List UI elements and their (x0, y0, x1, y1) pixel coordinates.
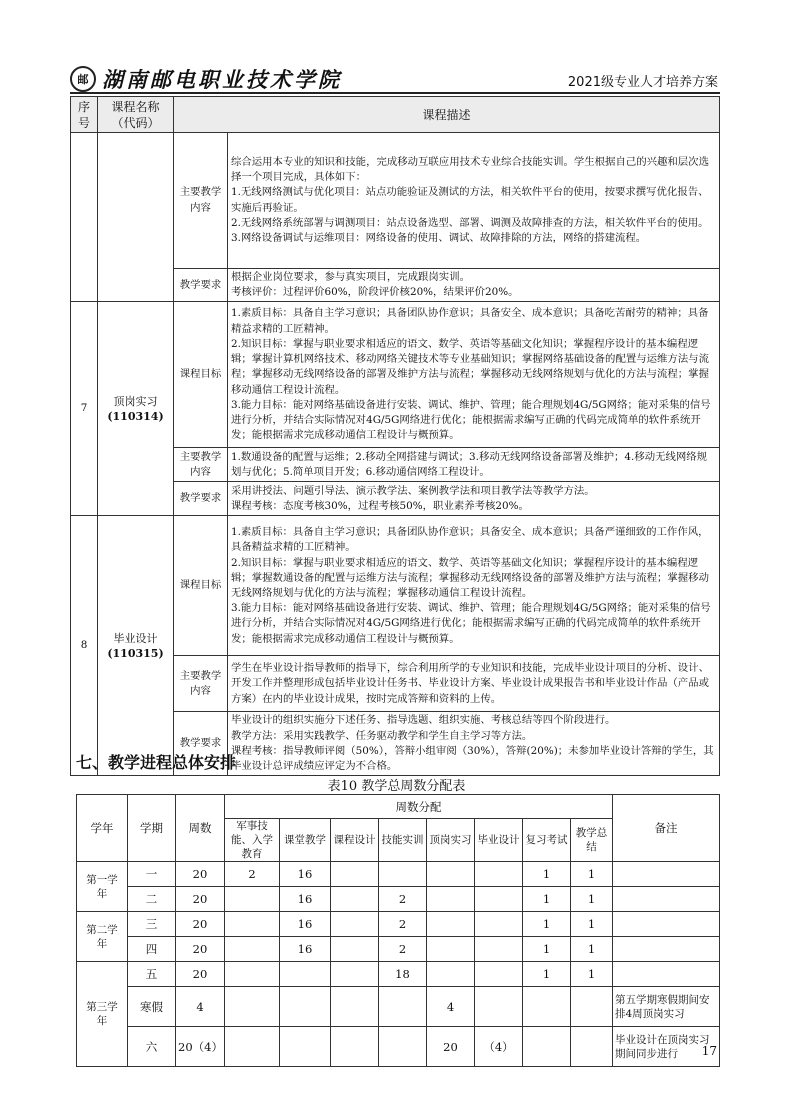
description-line: 根据企业岗位要求，参与真实项目，完成跟岗实训。 (231, 271, 470, 283)
weeks-cell: 1 (571, 962, 613, 987)
weeks-cell (280, 987, 331, 1027)
weeks-row (77, 987, 720, 1027)
term-note (613, 937, 720, 962)
section-description (228, 448, 720, 482)
weeks-header-distribution: 周数分配 (225, 795, 613, 819)
section-label: 课程目标 (174, 516, 228, 656)
weeks-cell: 1 (571, 887, 613, 912)
weeks-subheader: 顶岗实习 (427, 819, 475, 862)
course-name-cell (98, 302, 174, 516)
weeks-cell (523, 1027, 571, 1067)
weeks-cell (225, 887, 280, 912)
page-number: 17 (701, 1044, 717, 1058)
weeks-cell: 1 (523, 862, 571, 887)
course-name-cell (98, 133, 174, 302)
school-year-label: 第三学年 (77, 962, 128, 1067)
weeks-cell: 16 (280, 912, 331, 937)
weeks-cell: （4） (475, 1027, 523, 1067)
school-seal-icon: 邮 (70, 66, 96, 92)
section-description (228, 269, 720, 302)
weeks-cell (331, 937, 379, 962)
description-line: 1.数通设备的配置与运维；2.移动全网搭建与调试；3.移动无线网络设备部署及维护；4.移动无线网络规划与优化；5.简单项目开发；6.移动通信网络工程设计。 (231, 450, 708, 478)
school-year-label: 第一学年 (77, 862, 128, 912)
weeks-row (77, 962, 720, 987)
description-line: 1.素质目标：具备自主学习意识；具备团队协作意识；具备安全、成本意识；具备吃苦耐劳的精神；具备精益求精的工匠精神。 (231, 307, 709, 335)
weeks-cell (523, 987, 571, 1027)
weeks-allocation-table (76, 794, 720, 1067)
term-weeks: 20 (176, 862, 225, 887)
course-row (71, 302, 720, 448)
table-caption: 表10 教学总周数分配表 (327, 779, 466, 794)
weeks-cell (427, 862, 475, 887)
weeks-cell (331, 912, 379, 937)
course-number: 7 (71, 302, 98, 516)
term-label: 二 (128, 887, 176, 912)
course-name: 毕业设计 (113, 631, 158, 645)
weeks-cell (379, 987, 427, 1027)
weeks-cell: 2 (225, 862, 280, 887)
col-header-no: 序号 (71, 97, 98, 133)
term-note: 毕业设计在顶岗实习期间同步进行 (613, 1027, 720, 1067)
weeks-cell: 1 (523, 912, 571, 937)
weeks-cell (331, 887, 379, 912)
weeks-cell: 1 (523, 887, 571, 912)
section-description (228, 482, 720, 516)
term-label: 寒假 (128, 987, 176, 1027)
weeks-cell (475, 887, 523, 912)
course-name-cell (98, 516, 174, 776)
description-line: 2.知识目标：掌握与职业要求相适应的语文、数学、英语等基础文化知识；掌握程序设计的基本编程逻辑；掌握数通设备的配置与运维方法与流程；掌握移动无线网络设备的部署及维护方法与流程；掌握移动无线网络规划与优化的方法与流程；掌握移动通信工程设计流程。 (231, 556, 709, 599)
section-label: 教学要求 (174, 269, 228, 302)
weeks-row (77, 1027, 720, 1067)
section-label: 主要教学内容 (174, 656, 228, 712)
page-header (70, 62, 720, 94)
weeks-row (77, 887, 720, 912)
weeks-cell: 2 (379, 887, 427, 912)
weeks-subheader: 复习考试 (523, 819, 571, 862)
term-label: 六 (128, 1027, 176, 1067)
weeks-cell (331, 862, 379, 887)
section-label: 教学要求 (174, 712, 228, 776)
description-line: 课程考核：态度考核30%，过程考核50%，职业素养考核20%。 (231, 499, 529, 512)
document-title: 2021级专业人才培养方案 (567, 75, 718, 90)
weeks-cell (427, 937, 475, 962)
weeks-row (77, 912, 720, 937)
weeks-cell: 1 (571, 862, 613, 887)
term-weeks: 20 (176, 887, 225, 912)
weeks-cell: 16 (280, 887, 331, 912)
weeks-cell: 1 (523, 962, 571, 987)
weeks-cell (475, 962, 523, 987)
col-header-desc: 课程描述 (174, 97, 720, 133)
description-line: 综合运用本专业的知识和技能，完成移动互联应用技术专业综合技能实训。学生根据自己的兴趣和层次选择一个项目完成，具体如下： (231, 155, 709, 184)
term-weeks: 4 (176, 987, 225, 1027)
description-line: 2.知识目标：掌握与职业要求相适应的语文、数学、英语等基础文化知识；掌握程序设计的基本编程逻辑；掌握计算机网络技术、移动网络关键技术等专业基础知识；掌握网络基础设备的配置与运维方法与流程；掌握移动无线网络设备的部署及维护方法与流程；掌握移动无线网络规划与优化的方法与流程；掌握移动通信工程设计流程。 (231, 337, 709, 396)
course-row (71, 133, 720, 269)
description-line: 考核评价：过程评价60%，阶段评价核20%，结果评价20%。 (231, 286, 519, 299)
term-label: 一 (128, 862, 176, 887)
weeks-cell (427, 912, 475, 937)
weeks-header-term: 学期 (128, 795, 176, 862)
section-description (228, 656, 720, 712)
description-line: 3.能力目标：能对网络基础设备进行安装、调试、维护、管理；能合理规划4G/5G网络；能对采集的信号进行分析，并结合实际情况对4G/5G网络进行优化；能根据需求编写正确的代码完成简单的软件系统开发；能根据需求完成移动通信工程设计与概预算。 (231, 602, 711, 645)
description-line: 3.网络设备调试与运维项目：网络设备的使用、调试、故障排除的方法，网络的搭建流程。 (231, 231, 647, 244)
term-note (613, 962, 720, 987)
weeks-cell (379, 862, 427, 887)
weeks-cell: 2 (379, 937, 427, 962)
course-description-table (70, 96, 720, 776)
weeks-cell: 2 (379, 912, 427, 937)
weeks-cell (331, 962, 379, 987)
weeks-row (77, 862, 720, 887)
section-description (228, 712, 720, 776)
weeks-cell (225, 987, 280, 1027)
weeks-subheader: 军事技能、入学教育 (225, 819, 280, 862)
section-label: 教学要求 (174, 482, 228, 516)
col-header-name: 课程名称（代码） (98, 97, 174, 133)
weeks-cell (280, 1027, 331, 1067)
weeks-cell (225, 912, 280, 937)
section-label: 主要教学内容 (174, 133, 228, 269)
weeks-cell (225, 962, 280, 987)
course-number (71, 133, 98, 302)
course-number: 8 (71, 516, 98, 776)
weeks-cell: 16 (280, 862, 331, 887)
weeks-cell (571, 987, 613, 1027)
description-line: 采用讲授法、问题引导法、演示教学法、案例教学法和项目教学法等教学方法。 (231, 484, 595, 497)
weeks-cell: 20 (427, 1027, 475, 1067)
weeks-cell: 1 (571, 912, 613, 937)
description-line: 3.能力目标：能对网络基础设备进行安装、调试、维护、管理；能合理规划4G/5G网络；能对采集的信号进行分析，并结合实际情况对4G/5G网络进行优化；能根据需求编写正确的代码完成简单的软件系统开发；能根据需求完成移动通信工程设计与概预算。 (231, 398, 711, 442)
weeks-cell (475, 912, 523, 937)
section-label: 课程目标 (174, 302, 228, 448)
section-description (228, 516, 720, 656)
weeks-cell: 16 (280, 937, 331, 962)
weeks-cell (571, 1027, 613, 1067)
school-name-logo: 湖南邮电职业技术学院 (102, 67, 342, 92)
description-line: 1.素质目标：具备自主学习意识；具备团队协作意识；具备安全、成本意识；具备严谨细致的工作作风，具备精益求精的工匠精神。 (231, 526, 709, 554)
term-note (613, 887, 720, 912)
term-label: 五 (128, 962, 176, 987)
section-label: 主要教学内容 (174, 448, 228, 482)
section-title: 七、教学进程总体安排 (76, 753, 237, 772)
weeks-header-year: 学年 (77, 795, 128, 862)
description-line: 毕业设计的组织实施分下述任务、指导选题、组织实施、考核总结等四个阶段进行。 (231, 714, 616, 727)
weeks-cell (331, 1027, 379, 1067)
weeks-cell (475, 937, 523, 962)
weeks-cell (379, 1027, 427, 1067)
school-logo (70, 64, 342, 94)
weeks-cell (475, 987, 523, 1027)
term-note: 第五学期寒假期间安排4周顶岗实习 (613, 987, 720, 1027)
weeks-cell (427, 887, 475, 912)
weeks-cell (331, 987, 379, 1027)
section-description (228, 302, 720, 448)
term-weeks: 20 (176, 937, 225, 962)
description-line: 1.无线网络测试与优化项目：站点功能验证及测试的方法，相关软件平台的使用，按要求撰写优化报告、实施后再验证。 (231, 186, 709, 214)
section-description (228, 133, 720, 269)
weeks-subheader: 技能实训 (379, 819, 427, 862)
course-code: (110315) (107, 646, 164, 660)
weeks-subheader: 课堂教学 (280, 819, 331, 862)
term-note (613, 862, 720, 887)
weeks-cell: 18 (379, 962, 427, 987)
weeks-cell (225, 1027, 280, 1067)
term-label: 三 (128, 912, 176, 937)
weeks-subheader: 教学总结 (571, 819, 613, 862)
term-weeks: 20（4） (176, 1027, 225, 1067)
description-line: 教学方法：采用实践教学、任务驱动教学和学生自主学习等方法。 (231, 729, 533, 742)
description-line: 2.无线网络系统部署与调测项目：站点设备选型、部署、调测及故障排查的方法，相关软件平台的使用。 (231, 216, 709, 229)
weeks-cell: 1 (523, 937, 571, 962)
school-year-label: 第二学年 (77, 912, 128, 962)
description-line: 课程考核：指导教师评阅（50%），答辩小组审阅（30%），答辩(20%)；未参加毕业设计答辩的学生，其毕业设计总评成绩应评定为不合格。 (231, 744, 714, 773)
term-note (613, 912, 720, 937)
weeks-cell (225, 937, 280, 962)
weeks-cell: 1 (571, 937, 613, 962)
weeks-row (77, 937, 720, 962)
course-code: (110314) (107, 409, 164, 423)
course-name: 顶岗实习 (113, 394, 158, 408)
weeks-subheader: 课程设计 (331, 819, 379, 862)
weeks-header-note: 备注 (613, 795, 720, 862)
weeks-header-weeks: 周数 (176, 795, 225, 862)
term-weeks: 20 (176, 962, 225, 987)
weeks-cell (427, 962, 475, 987)
course-row (71, 516, 720, 656)
weeks-cell (280, 962, 331, 987)
description-line: 学生在毕业设计指导教师的指导下，综合利用所学的专业知识和技能，完成毕业设计项目的分析、设计、开发工作并整理形成包括毕业设计任务书、毕业设计方案、毕业设计成果报告书和毕业设计作品（产品或方案）在内的毕业设计成果，按时完成答辩和资料的上传。 (231, 662, 709, 705)
term-label: 四 (128, 937, 176, 962)
term-weeks: 20 (176, 912, 225, 937)
weeks-cell (475, 862, 523, 887)
weeks-cell: 4 (427, 987, 475, 1027)
weeks-subheader: 毕业设计 (475, 819, 523, 862)
